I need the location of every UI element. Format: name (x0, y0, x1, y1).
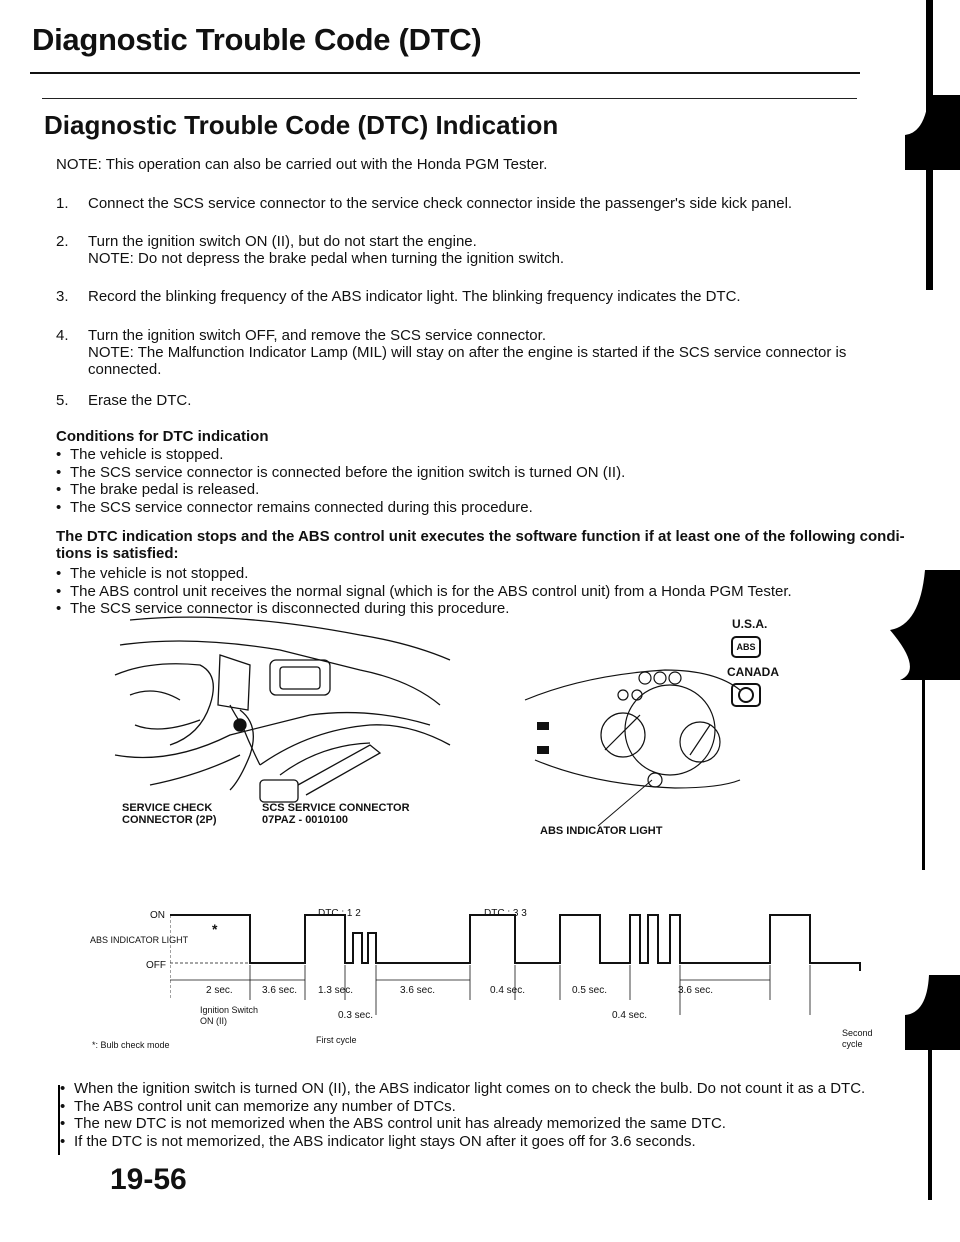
section-rule (42, 98, 857, 99)
intro-note: NOTE: This operation can also be carried out with the Honda PGM Tester. (56, 156, 548, 173)
label-line: Second (842, 1028, 873, 1038)
off-label: OFF (146, 960, 166, 971)
list-item: • The SCS service connector remains connected during this procedure. (56, 499, 625, 517)
step-text: Turn the ignition switch OFF, and remove the SCS service connector. (88, 327, 546, 344)
page-number: 19-56 (110, 1163, 187, 1196)
label-line: ON (II) (200, 1016, 227, 1026)
label-line: CONNECTOR (2P) (122, 814, 217, 826)
binding-bar-bottom (928, 1000, 932, 1200)
binding-tab-top (905, 95, 960, 170)
step-number: 5. (56, 392, 69, 409)
list-item: • The SCS service connector is connected before the ignition switch is turned ON (II). (56, 464, 625, 482)
usa-label: U.S.A. (732, 617, 768, 631)
stop-conditions-heading-cont: tions is satisfied: (56, 545, 179, 562)
abs-lamp-text: ABS (736, 642, 756, 652)
step-note-cont: connected. (88, 361, 162, 378)
bulb-check-footnote: *: Bulb check mode (92, 1040, 170, 1050)
list-item: • When the ignition switch is turned ON (II), the ABS indicator light comes on to check the bulb. Do not count it as a DTC. (60, 1080, 865, 1098)
list-item: • The ABS control unit receives the normal signal (which is for the ABS control unit) from a Honda PGM Tester. (56, 583, 792, 601)
step-number: 2. (56, 233, 69, 250)
list-item: • The new DTC is not memorized when the ABS control unit has already memorized the same DTC. (60, 1115, 865, 1133)
stop-conditions-heading: The DTC indication stops and the ABS control unit executes the software function if at least one of the following condi- (56, 528, 905, 545)
notes-list (60, 1080, 865, 1150)
conditions-heading: Conditions for DTC indication (56, 428, 269, 445)
duration-0-4sec-a: 0.4 sec. (490, 985, 526, 996)
indicator-row-label: ABS INDICATOR LIGHT (90, 935, 189, 945)
step-note: NOTE: Do not depress the brake pedal when turning the ignition switch. (88, 250, 565, 267)
page-title: Diagnostic Trouble Code (DTC) (32, 22, 482, 57)
label-line: SCS SERVICE CONNECTOR (262, 802, 410, 814)
abs-indicator-leader (590, 770, 670, 830)
list-item: • The vehicle is not stopped. (56, 565, 792, 583)
binding-tab-middle (890, 570, 960, 680)
second-cycle-label (842, 1028, 873, 1050)
dashboard-illustration (110, 615, 490, 805)
step-text: Turn the ignition switch ON (II), but do not start the engine. (88, 233, 477, 250)
abs-circle-symbol (738, 687, 754, 703)
scs-connector-label (262, 802, 410, 826)
duration-2sec: 2 sec. (206, 985, 233, 996)
step-text: Erase the DTC. (88, 392, 192, 409)
abs-lamp-canada-icon (731, 683, 761, 707)
binding-bar-middle (922, 660, 925, 870)
label-line: SERVICE CHECK (122, 802, 213, 814)
step-number: 4. (56, 327, 69, 344)
first-cycle-label: First cycle (316, 1035, 357, 1045)
duration-1-3sec: 1.3 sec. (318, 985, 354, 996)
abs-indicator-light-label: ABS INDICATOR LIGHT (540, 825, 663, 837)
ignition-switch-label (200, 1005, 258, 1027)
duration-0-5sec: 0.5 sec. (572, 985, 608, 996)
timing-waveform (170, 905, 890, 1025)
step-number: 1. (56, 195, 69, 212)
title-rule (30, 72, 860, 74)
bulb-check-asterisk: * (212, 921, 218, 937)
step-number: 3. (56, 288, 69, 305)
list-item: • If the DTC is not memorized, the ABS indicator light stays ON after it goes off for 3.6 seconds. (60, 1133, 865, 1151)
duration-3-6sec-c: 3.6 sec. (678, 985, 714, 996)
list-item: • The SCS service connector is disconnected during this procedure. (56, 600, 792, 618)
stop-conditions-list (56, 565, 792, 618)
service-check-connector-label (122, 802, 217, 826)
list-item: • The vehicle is stopped. (56, 446, 625, 464)
duration-0-4sec-b: 0.4 sec. (612, 1010, 648, 1021)
conditions-list (56, 446, 625, 516)
binding-tab-bottom (905, 975, 960, 1050)
duration-3-6sec-a: 3.6 sec. (262, 985, 298, 996)
dtc-second-label: DTC : 3 3 (484, 908, 527, 919)
label-line: 07PAZ - 0010100 (262, 814, 349, 826)
canada-label: CANADA (727, 665, 779, 679)
abs-lamp-usa-icon (731, 636, 761, 658)
list-item: • The ABS control unit can memorize any number of DTCs. (60, 1098, 865, 1116)
duration-3-6sec-b: 3.6 sec. (400, 985, 436, 996)
section-title: Diagnostic Trouble Code (DTC) Indication (44, 110, 559, 140)
label-line: cycle (842, 1039, 863, 1049)
step-text: Record the blinking frequency of the ABS indicator light. The blinking frequency indicates the DTC. (88, 288, 741, 305)
dtc-first-label: DTC : 1 2 (318, 908, 361, 919)
step-note: NOTE: The Malfunction Indicator Lamp (MIL) will stay on after the engine is started if the SCS service connector is (88, 344, 847, 361)
step-text: Connect the SCS service connector to the service check connector inside the passenger's side kick panel. (88, 195, 793, 212)
label-line: Ignition Switch (200, 1005, 259, 1015)
list-item: • The brake pedal is released. (56, 481, 625, 499)
duration-0-3sec: 0.3 sec. (338, 1010, 374, 1021)
on-label: ON (150, 910, 165, 921)
